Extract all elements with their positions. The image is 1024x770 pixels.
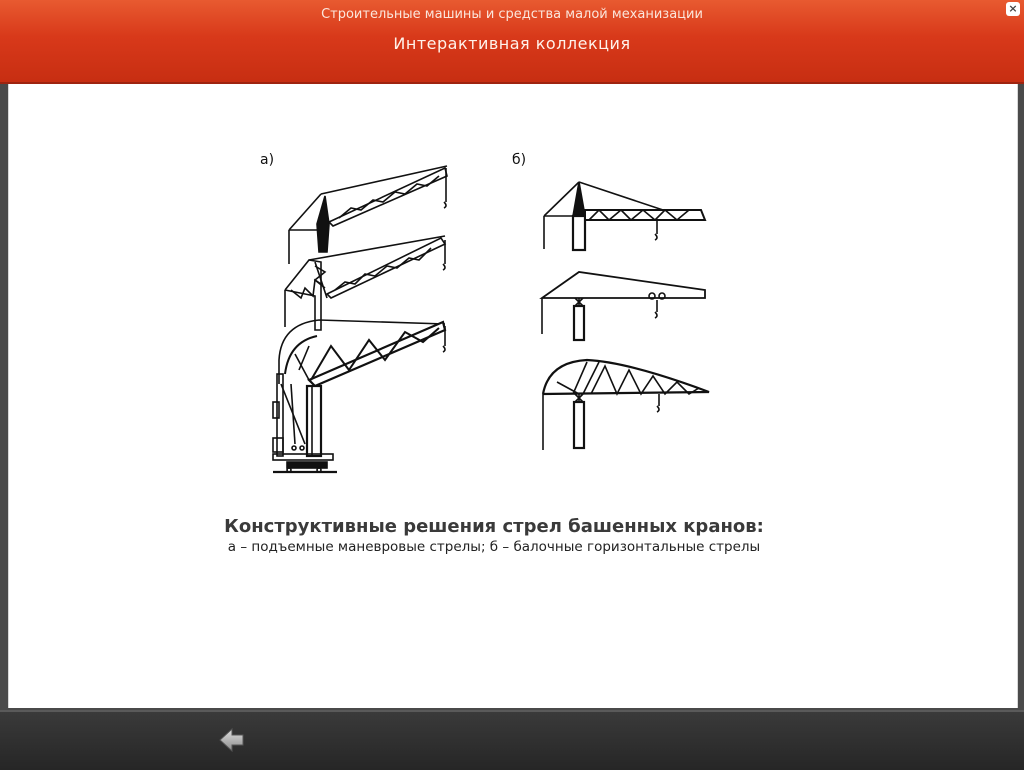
- footer-bar: [0, 710, 1024, 770]
- app-title: Интерактивная коллекция: [393, 34, 631, 53]
- luffing-jib-crane-3: [273, 320, 445, 472]
- hammerhead-jib-crane-2: [542, 272, 705, 340]
- content-panel: [8, 84, 1018, 708]
- close-button[interactable]: ×: [1006, 2, 1020, 16]
- figure-caption-text: а – подъемные маневровые стрелы; б – балочные горизонтальные стрелы: [227, 539, 761, 555]
- hammerhead-jib-crane-1: [544, 182, 705, 250]
- figure-label-b: б): [512, 152, 527, 168]
- crane-illustration: [9, 84, 1017, 504]
- back-button[interactable]: [218, 726, 246, 754]
- app-subtitle: Строительные машины и средства малой механизации: [321, 7, 703, 22]
- figure-label-a: а): [260, 152, 275, 168]
- luffing-jib-crane-2: [285, 236, 445, 330]
- figure-caption-title: Конструктивные решения стрел башенных кранов:: [224, 516, 764, 537]
- back-arrow-icon: [218, 726, 246, 754]
- hammerhead-jib-crane-3: [543, 360, 709, 450]
- app-header: [0, 0, 1024, 84]
